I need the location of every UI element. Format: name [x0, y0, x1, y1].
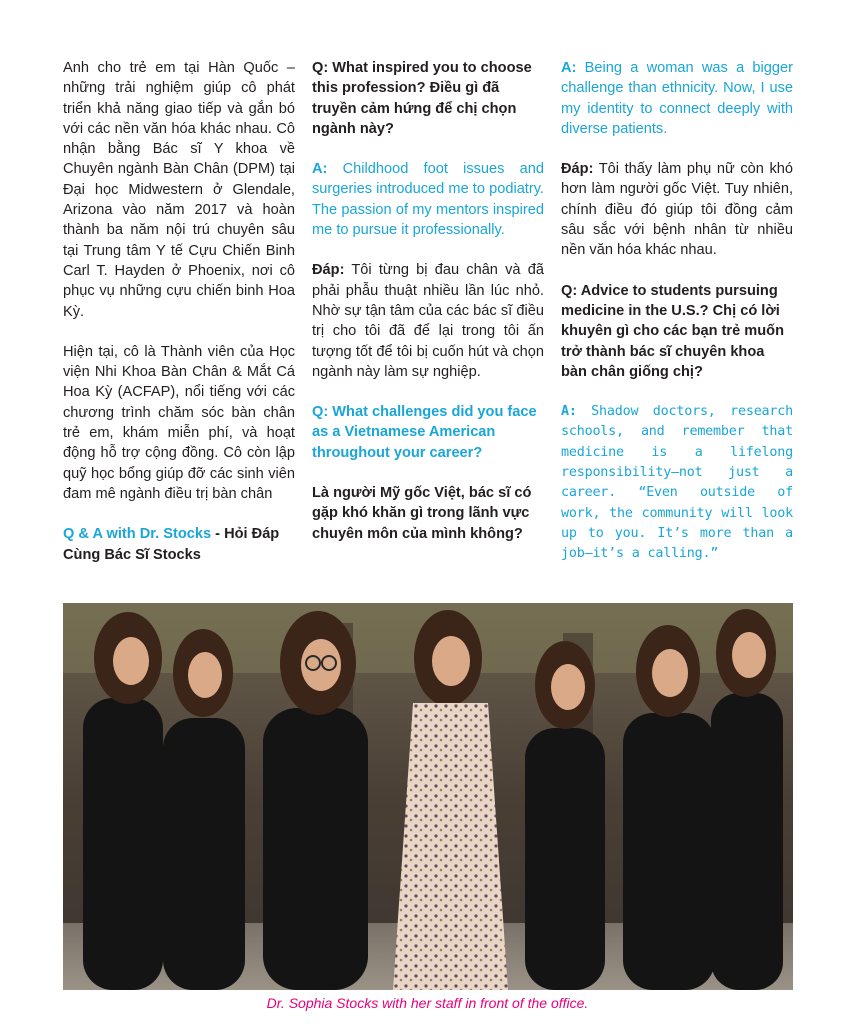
- question-2-en: Q: What challenges did you face as a Vietnamese American throughout your career?: [312, 404, 537, 461]
- answer-label: Đáp:: [561, 161, 594, 178]
- answer-label: A:: [312, 161, 328, 178]
- question-3: Q: Advice to students pursuing medicine in the U.S.? Chị có lời khuyên gì cho các bạn trẻ muốn trở thành bác sĩ chuyên khoa bàn chân giống chị?: [561, 282, 785, 380]
- answer-text: Shadow doctors, research schools, and remember that medicine is a lifelong responsibility—not just a career. “Even outside of work, the community will look up to you. It’s more than a job—it’s a calling.”: [561, 404, 793, 562]
- answer-text: Tôi từng bị đau chân và đã phải phẫu thuật nhiều lần lúc nhỏ. Nhờ sự tận tâm của các bác sĩ điều trị cho tôi đã để lại trong tôi ấn tượng tốt để tôi bị cuốn hút và chọn ngành này làm sự nghiệp.: [312, 262, 544, 380]
- qa-heading-en: Q & A with Dr. Stocks: [63, 526, 212, 543]
- column-right: [561, 58, 793, 585]
- qa-heading-vn: - Hỏi Đáp Cùng Bác Sĩ Stocks: [63, 526, 280, 563]
- staff-photo-illustration: [63, 603, 793, 990]
- bio-paragraph-2: Hiện tại, cô là Thành viên của Học viện Nhi Khoa Bàn Chân & Mắt Cá Hoa Kỳ (ACFAP), nổi tiếng với các chương trình chăm sóc bàn chân trẻ em, khám miễn phí, và hoạt động hỗ trợ cộng đồng. Cô còn lập quỹ học bổng giúp đỡ các sinh viên đam mê ngành điều trị bàn chân: [63, 343, 295, 502]
- bio-paragraph-1: Anh cho trẻ em tại Hàn Quốc – những trải nghiệm giúp cô phát triển khả năng giao tiếp và gắn bó với các nền văn hóa khác nhau. Cô nhận bằng Bác sĩ Y khoa về Chuyên ngành Bàn Chân (DPM) tại Đại học Midwestern ở Glendale, Arizona vào năm 2017 và hoàn thành ba năm nội trú chuyên sâu tại Trung tâm Y tế Cựu Chiến Binh Carl T. Hayden ở Phoenix, nơi cô phục vụ những cựu chiến binh Hoa Kỳ.: [63, 60, 295, 320]
- answer-label: Đáp:: [312, 262, 345, 279]
- photo-caption: Dr. Sophia Stocks with her staff in front of the office.: [266, 995, 589, 1011]
- answer-text: Being a woman was a bigger challenge than ethnicity. Now, I use my identity to connect deeply with diverse patients.: [561, 60, 793, 137]
- question-2-vn: Là người Mỹ gốc Việt, bác sĩ có gặp khó khăn gì trong lãnh vực chuyên môn của mình không?: [312, 485, 532, 542]
- answer-text: Childhood foot issues and surgeries introduced me to podiatry. The passion of my mentors inspired me to pursue it professionally.: [312, 161, 544, 239]
- column-left: [63, 58, 295, 585]
- answer-label: A:: [561, 404, 577, 420]
- qa-heading: [63, 524, 295, 565]
- answer-1-vn: [312, 260, 544, 382]
- question-1: Q: What inspired you to choose this profession? Điều gì đã truyền cảm hứng để chị chọn ngành này?: [312, 60, 532, 137]
- answer-text: Tôi thấy làm phụ nữ còn khó hơn làm người gốc Việt. Tuy nhiên, chính điều đó giúp tôi đồng cảm sâu sắc với bệnh nhân từ nhiều nền văn hóa khác nhau.: [561, 161, 793, 259]
- answer-label: A:: [561, 60, 577, 76]
- answer-3-en: [561, 402, 793, 564]
- answer-1-en: [312, 159, 544, 240]
- answer-2-en: [561, 58, 793, 139]
- answer-2-vn: [561, 159, 793, 260]
- column-middle: [312, 58, 544, 564]
- staff-photo: [63, 603, 793, 990]
